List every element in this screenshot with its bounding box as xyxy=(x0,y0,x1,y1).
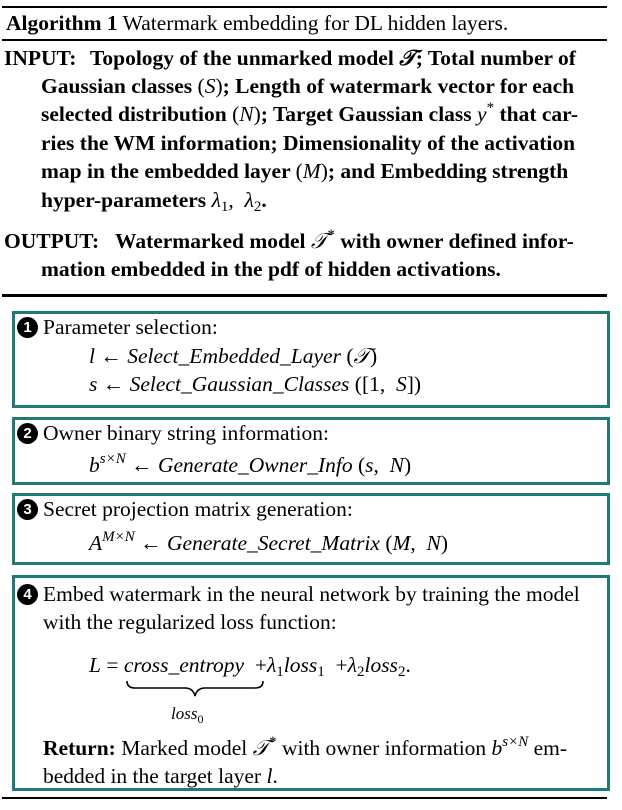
step-3-box xyxy=(12,493,610,565)
step-2-badge: 2 xyxy=(17,423,38,444)
top-rule xyxy=(2,6,607,8)
step-2-formula: $b^{s\times N}$ ← Generate_Owner_Info (s, N) xyxy=(89,451,412,477)
output-line-2: mation embedded in the pdf of hidden activations. xyxy=(41,257,501,281)
step-1-title: Parameter selection: xyxy=(43,315,218,339)
algorithm-label: Algorithm 1 xyxy=(6,11,118,35)
step-1-formula-2: s ← Select_Gaussian_Classes ([1, S]) xyxy=(89,372,422,396)
step-3-title: Secret projection matrix generation: xyxy=(43,497,353,521)
input-line-6: hyper-parameters $\lambda_1$, $\lambda_2$. xyxy=(41,188,267,215)
step-1-badge: 1 xyxy=(17,317,38,338)
step-2-title: Owner binary string information: xyxy=(43,421,330,445)
return-line-1: Return: Marked model 𝒯* with owner information $b^{s\times N}$ em- xyxy=(43,734,568,760)
output-rule xyxy=(2,294,607,297)
input-line-3: selected distribution (N); Target Gaussian class y* that car- xyxy=(41,100,579,126)
return-label: Return: xyxy=(43,736,116,760)
algorithm-title: Watermark embedding for DL hidden layers. xyxy=(122,11,509,35)
step-1-box xyxy=(12,311,610,408)
return-line-2: bedded in the target layer l. xyxy=(43,764,278,788)
step-1-formula-1: l ← Select_Embedded_Layer (𝒯) xyxy=(89,344,378,368)
header-rule xyxy=(2,39,607,41)
input-line-4: ries the WM information; Dimensionality of the activation xyxy=(41,131,576,155)
input-line-1: Topology of the unmarked model 𝒯; Total number of xyxy=(90,46,576,70)
step-3-formula: $A^{M\times N}$ ← Generate_Secret_Matrix (M, N) xyxy=(89,529,449,555)
step-2-box xyxy=(12,417,610,485)
output-line-1: Watermarked model 𝒯* with owner defined infor- xyxy=(115,227,574,253)
input-line-5: map in the embedded layer (M); and Embedding strength xyxy=(41,159,569,183)
input-label: INPUT: xyxy=(4,46,77,70)
underbrace xyxy=(125,679,265,699)
loss-formula: L = cross_entropy $+\lambda_1loss_1$ $+\lambda_2loss_2$. xyxy=(89,653,411,680)
step-4-title-line-1: Embed watermark in the neural network by training the model xyxy=(43,582,580,606)
step-3-badge: 3 xyxy=(17,499,38,520)
bottom-rule xyxy=(2,797,607,799)
input-line-2: Gaussian classes (S); Length of watermark vector for each xyxy=(41,74,575,98)
algorithm-heading xyxy=(6,10,508,37)
underbrace-label: loss$_0$ xyxy=(171,704,204,726)
output-label: OUTPUT: xyxy=(4,229,100,253)
step-4-box xyxy=(12,575,610,791)
step-4-title-line-2: with the regularized loss function: xyxy=(43,610,337,634)
step-4-badge: 4 xyxy=(17,584,38,605)
